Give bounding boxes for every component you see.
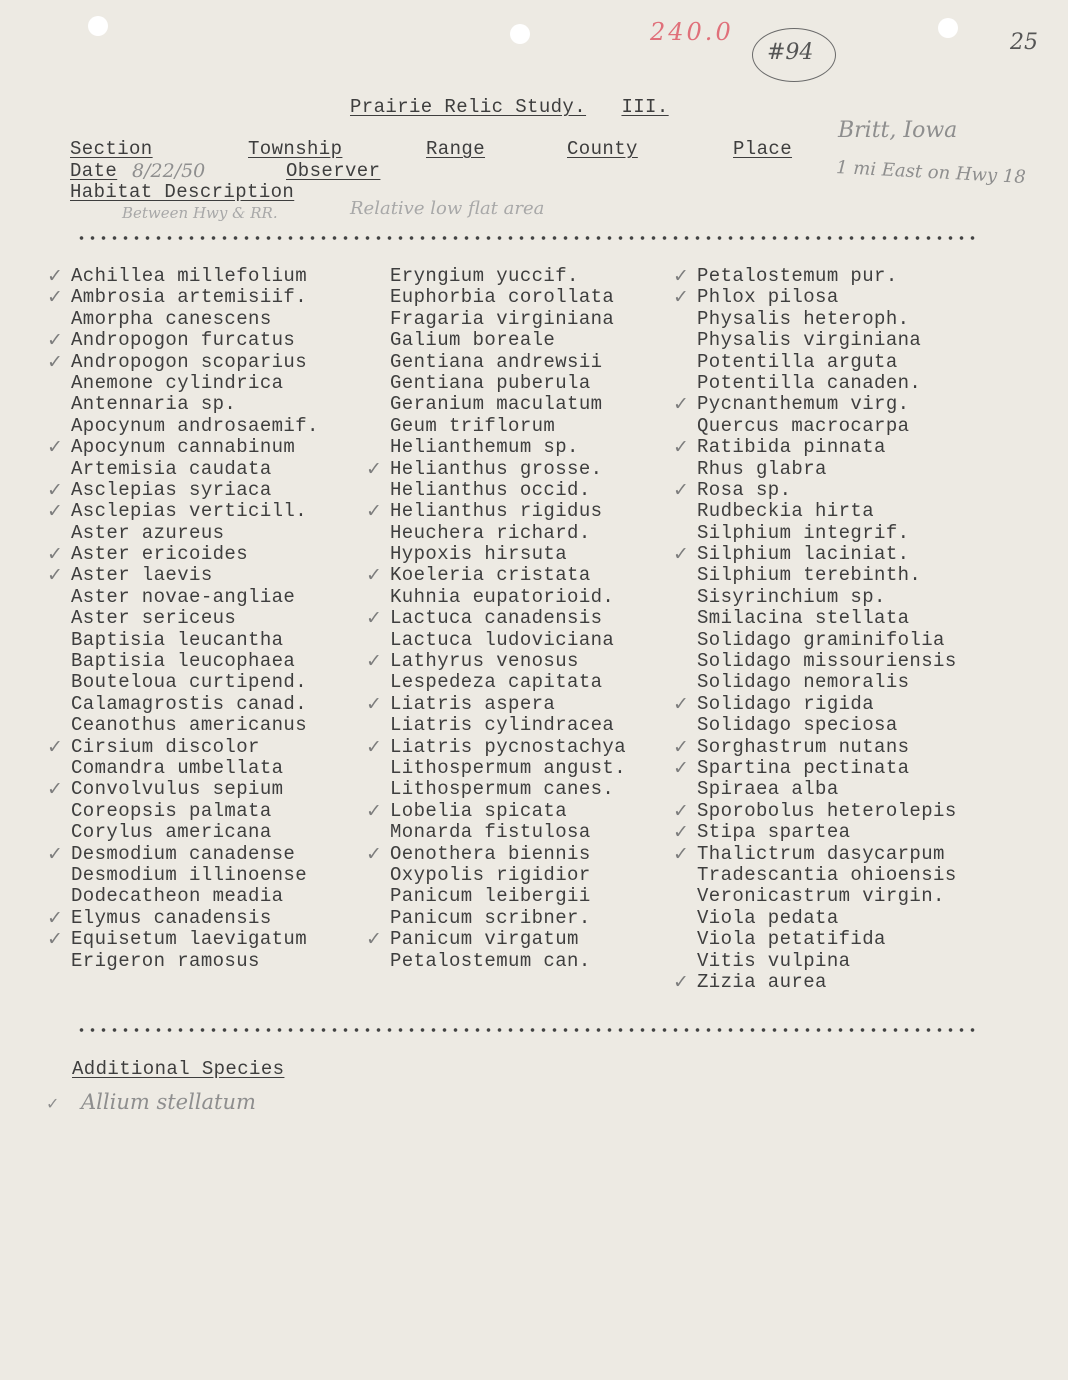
species-entry [71, 523, 319, 544]
habitat-label: Habitat Description [70, 181, 295, 203]
species-column-2 [366, 265, 627, 972]
species-entry [47, 564, 319, 587]
species-entry [47, 265, 319, 287]
species-name: Solidago graminifolia [697, 628, 945, 651]
check-mark-icon: ✓ [47, 906, 64, 929]
species-name: Bouteloua curtipend. [71, 671, 308, 694]
species-name: Rosa sp. [697, 478, 792, 501]
species-entry [673, 970, 957, 993]
check-mark-icon: ✓ [47, 478, 64, 501]
species-entry [71, 886, 319, 907]
species-name: Spartina pectinata [697, 756, 910, 779]
species-name: Lobelia spicata [390, 799, 568, 822]
species-entry [366, 692, 626, 715]
species-name: Convolvulus sepium [71, 778, 284, 801]
species-entry [390, 672, 626, 693]
species-name: Zizia aurea [697, 970, 827, 993]
species-entry [47, 928, 319, 951]
species-entry [673, 735, 957, 758]
species-entry [71, 459, 319, 480]
species-name: Rhus glabra [697, 457, 827, 480]
check-mark-icon: ✓ [673, 735, 690, 758]
species-entry [366, 735, 627, 758]
check-mark-icon: ✓ [673, 265, 690, 287]
species-name: Stipa spartea [697, 821, 851, 844]
punch-hole-right [938, 18, 958, 38]
species-entry [697, 630, 957, 651]
species-entry [697, 908, 957, 929]
species-entry [71, 630, 319, 651]
check-mark-icon: ✓ [673, 436, 690, 459]
species-entry [390, 523, 626, 544]
species-entry [390, 416, 626, 437]
species-name: Desmodium canadense [71, 842, 296, 865]
check-mark-icon: ✓ [366, 799, 383, 822]
species-name: Liatris aspera [390, 692, 556, 715]
species-name: Antennaria sp. [71, 393, 237, 416]
date-label: Date [70, 160, 118, 182]
check-mark-icon: ✓ [673, 821, 690, 844]
species-entry [673, 842, 957, 865]
dotted-divider-bottom [76, 1027, 976, 1033]
check-mark-icon: ✓ [47, 564, 64, 587]
species-entry [390, 886, 626, 907]
species-entry [366, 607, 626, 630]
species-name: Quercus macrocarpa [697, 414, 910, 437]
species-name: Baptisia leucantha [71, 628, 284, 651]
species-name: Ceanothus americanus [71, 714, 308, 737]
species-column-1 [47, 265, 319, 972]
species-name: Helianthus occid. [390, 478, 591, 501]
check-mark-icon: ✓ [366, 650, 383, 673]
species-entry [71, 822, 319, 843]
species-entry [71, 801, 319, 822]
species-entry [673, 756, 957, 779]
species-entry [697, 651, 957, 672]
species-name: Lithospermum canes. [390, 778, 615, 801]
species-name: Lactuca ludoviciana [390, 628, 615, 651]
check-mark-icon: ✓ [673, 842, 690, 865]
check-mark-icon: ✓ [366, 692, 383, 715]
species-name: Potentilla canaden. [697, 371, 922, 394]
species-entry [390, 758, 626, 779]
species-name: Liatris cylindracea [390, 714, 615, 737]
species-entry [366, 799, 626, 822]
species-name: Asclepias syriaca [71, 478, 272, 501]
species-entry [390, 715, 626, 736]
species-name: Helianthus rigidus [390, 500, 603, 523]
species-name: Thalictrum dasycarpum [697, 842, 945, 865]
species-entry [697, 459, 957, 480]
species-name: Vitis vulpina [697, 949, 851, 972]
species-name: Physalis heteroph. [697, 307, 910, 330]
species-name: Sporobolus heterolepis [697, 799, 957, 822]
species-entry [697, 309, 957, 330]
species-entry [71, 758, 319, 779]
species-entry [71, 651, 319, 672]
check-mark-icon: ✓ [366, 564, 383, 587]
species-name: Cirsium discolor [71, 735, 260, 758]
circled-number-badge [752, 28, 836, 82]
species-name: Tradescantia ohioensis [697, 863, 957, 886]
species-name: Helianthus grosse. [390, 457, 603, 480]
species-name: Pycnanthemum virg. [697, 393, 910, 416]
species-name: Petalostemum pur. [697, 265, 898, 287]
species-name: Baptisia leucophaea [71, 650, 296, 673]
species-name: Dodecatheon meadia [71, 885, 284, 908]
check-mark-icon: ✓ [673, 543, 690, 566]
title-text: Prairie Relic Study. [350, 96, 587, 118]
dotted-divider-top [76, 235, 976, 241]
species-entry [390, 437, 626, 458]
additional-species-list [46, 1090, 256, 1114]
species-name: Viola pedata [697, 906, 839, 929]
species-name: Liatris pycnostachya [390, 735, 627, 758]
additional-species-item: Allium stellatum [81, 1090, 256, 1114]
check-mark-icon: ✓ [366, 928, 383, 951]
species-entry [697, 672, 957, 693]
species-name: Galium boreale [390, 329, 556, 352]
check-mark-icon: ✓ [47, 500, 64, 523]
species-entry [47, 350, 319, 373]
species-name: Spiraea alba [697, 778, 839, 801]
species-name: Achillea millefolium [71, 265, 308, 287]
species-entry [390, 287, 626, 308]
species-entry [47, 436, 319, 459]
species-entry [673, 436, 957, 459]
species-name: Sorghastrum nutans [697, 735, 910, 758]
check-mark-icon: ✓ [673, 799, 690, 822]
species-name: Erigeron ramosus [71, 949, 260, 972]
species-name: Aster ericoides [71, 543, 249, 566]
species-entry [390, 330, 626, 351]
species-entry [71, 715, 319, 736]
species-entry [366, 457, 626, 480]
species-entry [390, 865, 626, 886]
species-entry [673, 543, 957, 566]
species-name: Panicum leibergii [390, 885, 591, 908]
species-name: Calamagrostis canad. [71, 692, 308, 715]
species-name: Lactuca canadensis [390, 607, 603, 630]
species-name: Panicum scribner. [390, 906, 591, 929]
species-entry [71, 951, 319, 972]
species-entry [390, 822, 626, 843]
punch-hole-left [88, 16, 108, 36]
species-entry [390, 630, 626, 651]
species-name: Heuchera richard. [390, 521, 591, 544]
species-entry [47, 543, 319, 566]
species-entry [697, 523, 957, 544]
title-roman: III. [621, 96, 669, 118]
species-entry [366, 842, 626, 865]
species-name: Petalostemum can. [390, 949, 591, 972]
species-entry [697, 587, 957, 608]
range-label: Range [426, 138, 486, 160]
species-name: Lathyrus venosus [390, 650, 579, 673]
species-name: Koeleria cristata [390, 564, 591, 587]
species-entry [673, 692, 957, 715]
species-name: Sisyrinchium sp. [697, 585, 886, 608]
species-name: Artemisia caudata [71, 457, 272, 480]
species-entry [673, 799, 957, 822]
species-entry [366, 564, 626, 587]
species-entry [697, 501, 957, 522]
species-name: Lespedeza capitata [390, 671, 603, 694]
species-entry [697, 929, 957, 950]
species-entry [673, 265, 957, 287]
species-name: Geum triflorum [390, 414, 556, 437]
species-entry [71, 694, 319, 715]
species-entry [390, 394, 626, 415]
species-entry [673, 821, 957, 844]
red-catalog-number: 240.0 [650, 18, 734, 46]
species-name: Andropogon furcatus [71, 329, 296, 352]
species-entry [71, 416, 319, 437]
species-entry [47, 906, 319, 929]
county-label: County [567, 138, 638, 160]
species-entry [390, 266, 626, 287]
check-mark-icon: ✓ [47, 928, 64, 951]
species-entry [697, 416, 957, 437]
habitat-note-2: Relative low flat area [350, 198, 545, 219]
species-entry [47, 478, 319, 501]
species-name: Panicum virgatum [390, 928, 579, 951]
species-name: Physalis virginiana [697, 329, 922, 352]
habitat-note: Between Hwy & RR. [122, 204, 278, 222]
place-note: Britt, Iowa [838, 118, 958, 143]
check-mark-icon: ✓ [673, 286, 690, 309]
species-name: Aster azureus [71, 521, 225, 544]
check-mark-icon: ✓ [47, 436, 64, 459]
species-name: Apocynum cannabinum [71, 436, 296, 459]
species-name: Solidago nemoralis [697, 671, 910, 694]
species-entry [47, 842, 319, 865]
species-name: Aster sericeus [71, 607, 237, 630]
check-mark-icon: ✓ [47, 265, 64, 287]
species-entry [47, 778, 319, 801]
check-mark-icon: ✓ [366, 607, 383, 630]
species-name: Lithospermum angust. [390, 756, 627, 779]
species-name: Solidago missouriensis [697, 650, 957, 673]
species-entry [390, 373, 626, 394]
species-name: Comandra umbellata [71, 756, 284, 779]
check-mark-icon: ✓ [673, 756, 690, 779]
species-name: Oxypolis rigidior [390, 863, 591, 886]
species-name: Viola petatifida [697, 928, 886, 951]
species-entry [697, 886, 957, 907]
species-entry [71, 394, 319, 415]
species-entry [673, 478, 957, 501]
species-name: Anemone cylindrica [71, 371, 284, 394]
species-entry [71, 587, 319, 608]
species-name: Solidago speciosa [697, 714, 898, 737]
species-name: Aster laevis [71, 564, 213, 587]
species-entry [47, 500, 319, 523]
species-name: Solidago rigida [697, 692, 875, 715]
species-entry [390, 544, 626, 565]
species-entry [390, 908, 626, 929]
species-name: Silphium integrif. [697, 521, 910, 544]
species-entry [366, 928, 626, 951]
species-entry [697, 865, 957, 886]
document-title [350, 96, 669, 118]
check-mark-icon: ✓ [366, 842, 383, 865]
species-name: Silphium terebinth. [697, 564, 922, 587]
additional-species-label: Additional Species [72, 1058, 285, 1080]
species-name: Apocynum androsaemif. [71, 414, 319, 437]
species-name: Rudbeckia hirta [697, 500, 875, 523]
species-entry [697, 715, 957, 736]
species-name: Gentiana puberula [390, 371, 591, 394]
species-name: Ambrosia artemisiif. [71, 286, 308, 309]
species-entry [697, 608, 957, 629]
species-entry [697, 352, 957, 373]
species-entry [71, 309, 319, 330]
species-entry [366, 500, 626, 523]
check-mark-icon: ✓ [47, 735, 64, 758]
check-mark-icon: ✓ [366, 500, 383, 523]
species-entry [47, 286, 319, 309]
species-entry [366, 650, 626, 673]
species-column-3 [673, 265, 957, 993]
species-entry [71, 865, 319, 886]
species-name: Aster novae-angliae [71, 585, 296, 608]
species-entry [71, 373, 319, 394]
check-mark-icon: ✓ [47, 286, 64, 309]
species-name: Veronicastrum virgin. [697, 885, 945, 908]
punch-hole-center [510, 24, 530, 44]
place-note-2: 1 mi East on Hwy 18 [835, 157, 1027, 188]
check-mark-icon: ✓ [673, 970, 690, 993]
check-mark-icon: ✓ [47, 842, 64, 865]
check-mark-icon: ✓ [47, 329, 64, 352]
check-mark-icon: ✓ [47, 543, 64, 566]
species-name: Corylus americana [71, 821, 272, 844]
species-name: Eryngium yuccif. [390, 265, 579, 287]
species-name: Amorpha canescens [71, 307, 272, 330]
species-entry [390, 779, 626, 800]
species-entry [697, 373, 957, 394]
species-entry [390, 480, 626, 501]
species-name: Monarda fistulosa [390, 821, 591, 844]
species-entry [697, 779, 957, 800]
species-entry [697, 565, 957, 586]
species-entry [47, 329, 319, 352]
check-mark-icon: ✓ [673, 393, 690, 416]
species-entry [71, 672, 319, 693]
species-name: Geranium maculatum [390, 393, 603, 416]
observer-label: Observer [286, 160, 381, 182]
township-label: Township [248, 138, 343, 160]
check-mark-icon: ✓ [366, 457, 383, 480]
species-name: Phlox pilosa [697, 286, 839, 309]
species-name: Fragaria virginiana [390, 307, 615, 330]
check-mark-icon: ✓ [673, 478, 690, 501]
species-name: Asclepias verticill. [71, 500, 308, 523]
species-name: Elymus canadensis [71, 906, 272, 929]
check-mark-icon: ✓ [366, 735, 383, 758]
species-name: Smilacina stellata [697, 607, 910, 630]
section-label: Section [70, 138, 153, 160]
species-entry [71, 608, 319, 629]
species-entry [47, 735, 319, 758]
species-entry [697, 330, 957, 351]
species-name: Coreopsis palmata [71, 799, 272, 822]
species-name: Euphorbia corollata [390, 286, 615, 309]
place-label: Place [733, 138, 793, 160]
check-mark-icon: ✓ [47, 778, 64, 801]
species-entry [390, 587, 626, 608]
species-name: Andropogon scoparius [71, 350, 308, 373]
species-entry [390, 352, 626, 373]
circled-number: #94 [767, 40, 814, 65]
species-name: Equisetum laevigatum [71, 928, 308, 951]
check-mark-icon: ✓ [46, 1094, 60, 1113]
species-name: Gentiana andrewsii [390, 350, 603, 373]
species-entry [697, 951, 957, 972]
species-name: Potentilla arguta [697, 350, 898, 373]
check-mark-icon: ✓ [47, 350, 64, 373]
species-entry [673, 286, 957, 309]
check-mark-icon: ✓ [673, 692, 690, 715]
species-entry [390, 309, 626, 330]
species-name: Helianthemum sp. [390, 436, 579, 459]
species-entry [390, 951, 626, 972]
page-number: 25 [1010, 30, 1038, 55]
species-name: Silphium laciniat. [697, 543, 910, 566]
species-name: Desmodium illinoense [71, 863, 308, 886]
species-name: Hypoxis hirsuta [390, 543, 568, 566]
species-name: Oenothera biennis [390, 842, 591, 865]
species-name: Kuhnia eupatorioid. [390, 585, 615, 608]
species-name: Ratibida pinnata [697, 436, 886, 459]
species-entry [673, 393, 957, 416]
date-value: 8/22/50 [132, 160, 206, 182]
